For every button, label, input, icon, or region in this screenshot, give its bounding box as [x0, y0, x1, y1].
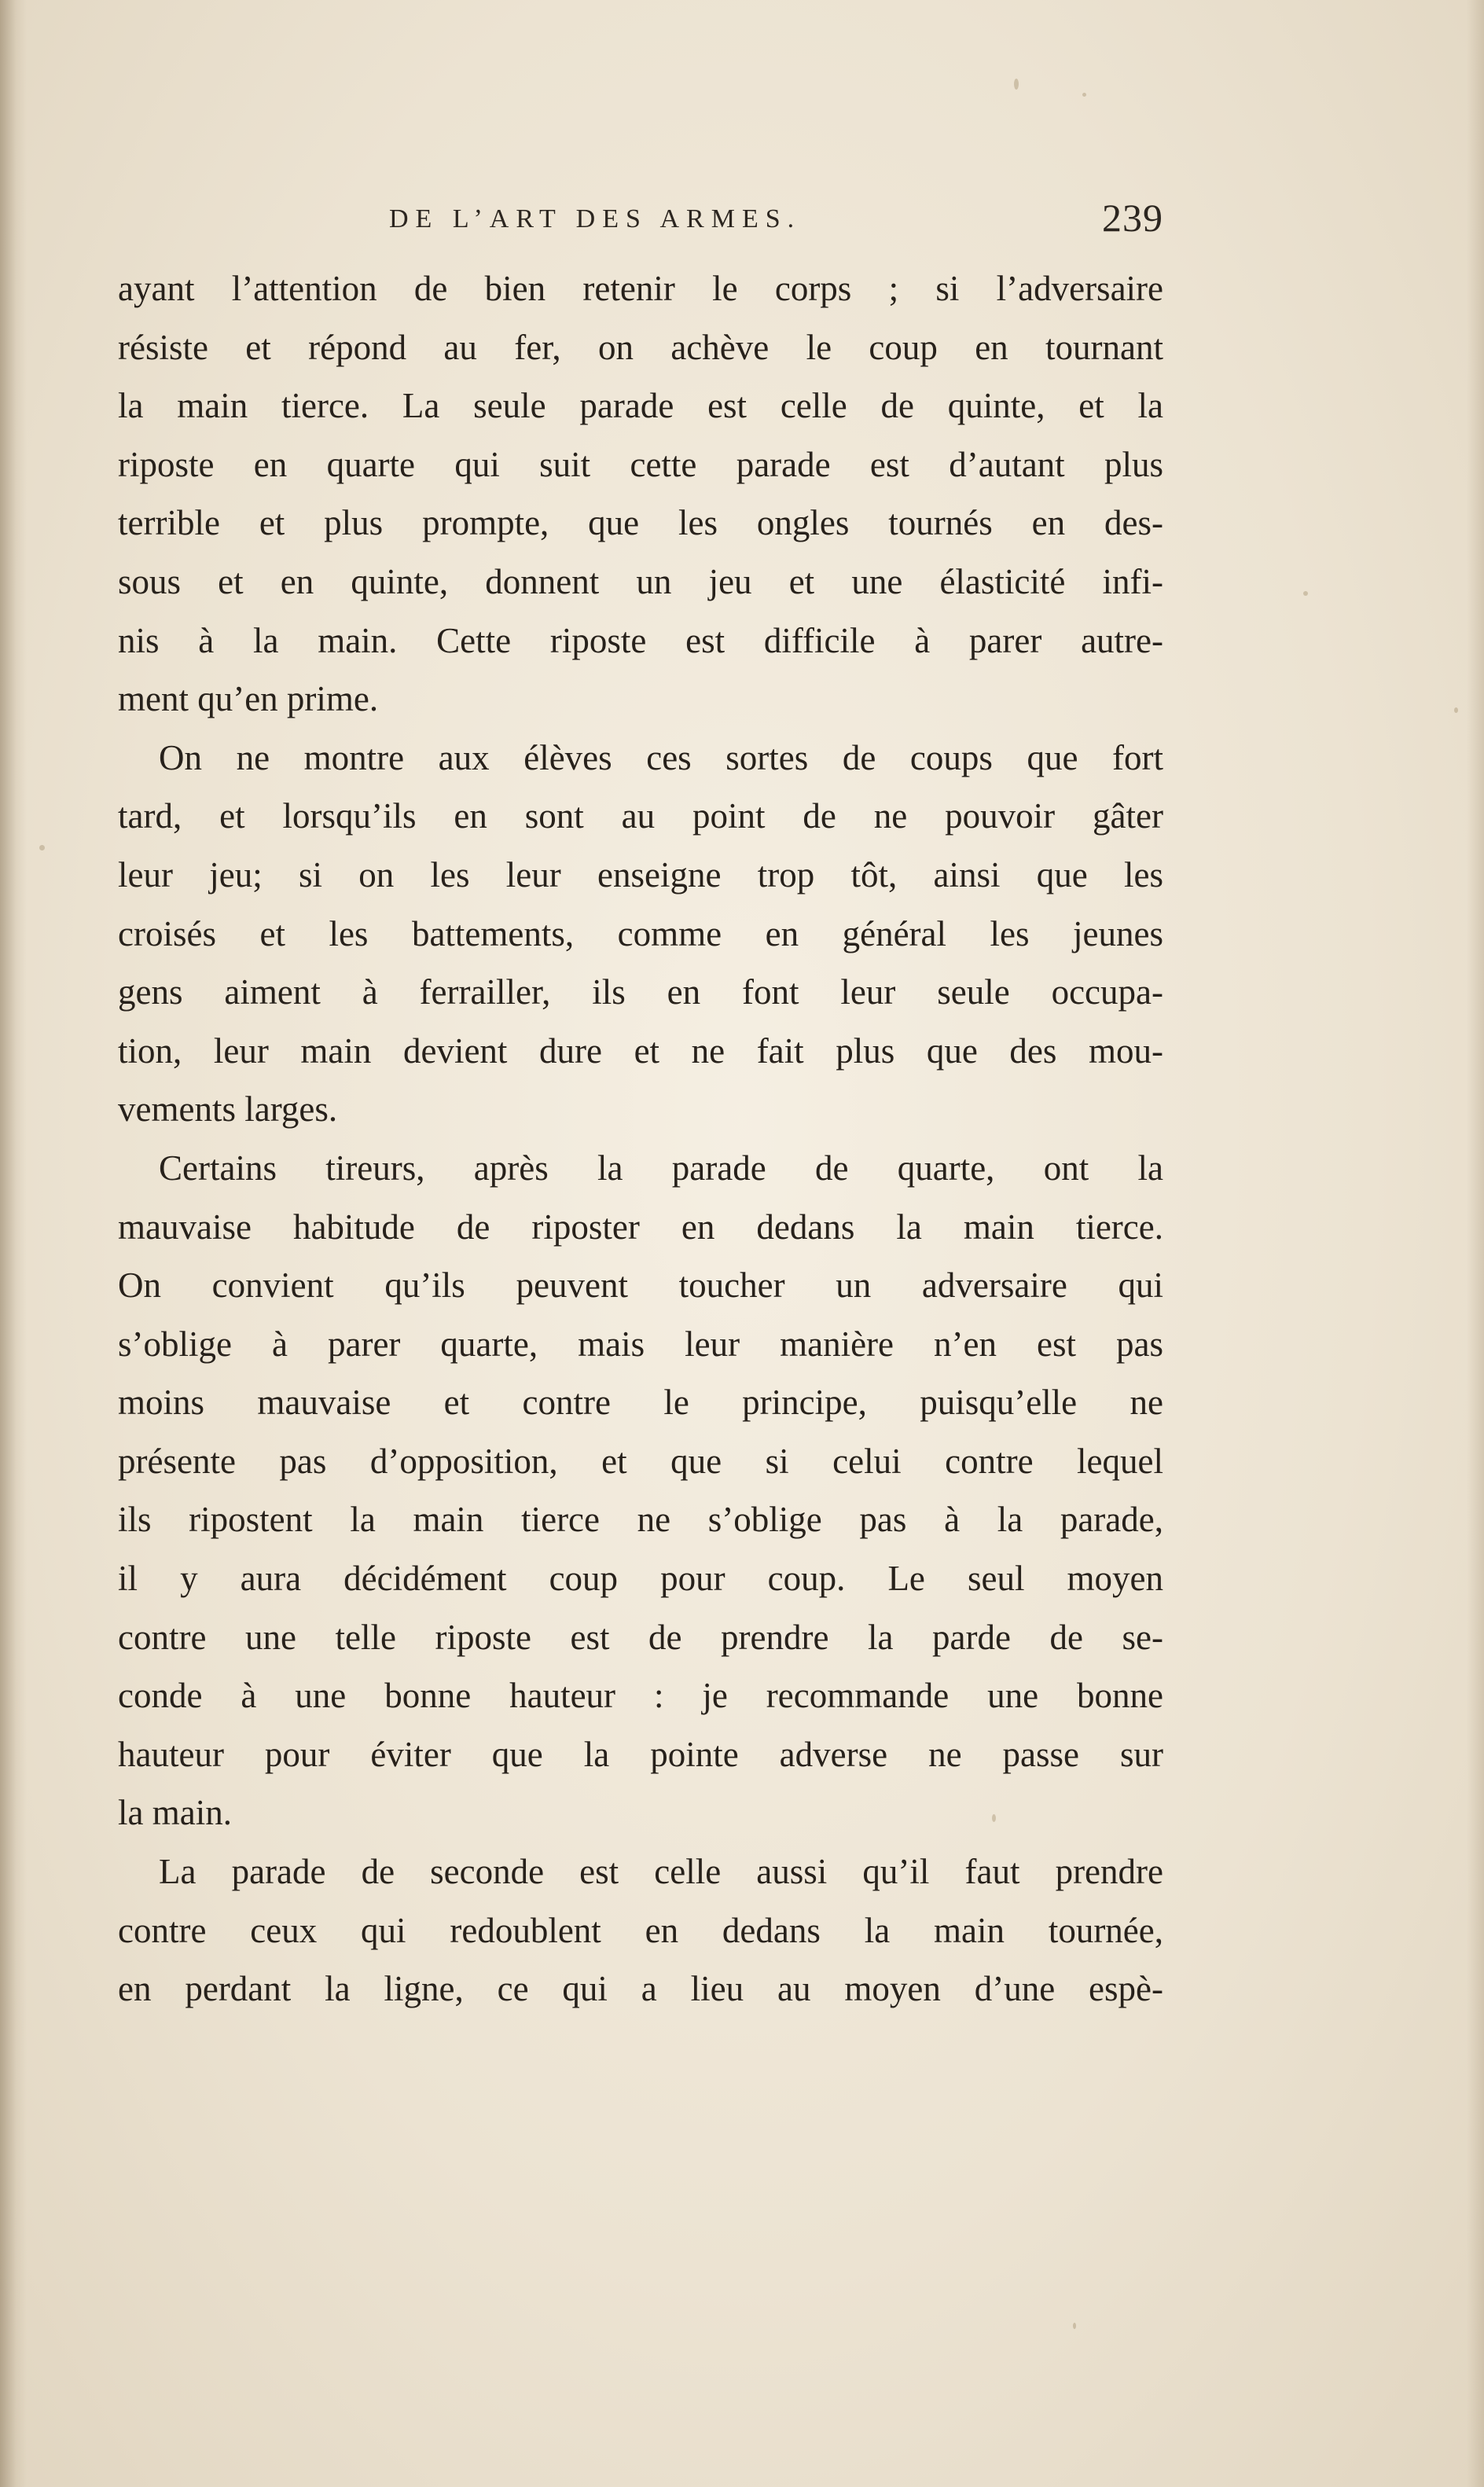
text-line: sous et en quinte, donnent un jeu et une élasticité infi- [118, 561, 1163, 601]
text-line: contre ceux qui redoublent en dedans la main tournée, [118, 1910, 1163, 1950]
text-line: ils ripostent la main tierce ne s’oblige pas à la parade, [118, 1500, 1163, 1540]
text-line: croisés et les battements, comme en général les jeunes [118, 913, 1163, 953]
paper-spot [1014, 79, 1019, 90]
text-line: ayant l’attention de bien retenir le corps ; si l’adversaire [118, 269, 1163, 308]
text-line: ment qu’en prime. [118, 679, 379, 719]
text-line: vements larges. [118, 1089, 338, 1130]
paper-spot [1454, 707, 1458, 713]
paper-spot [1082, 93, 1086, 97]
page-edge [1467, 0, 1484, 2487]
text-line: conde à une bonne hauteur : je recommande une bonne [118, 1676, 1163, 1716]
paper-spot [1073, 2323, 1076, 2329]
text-line: nis à la main. Cette riposte est difficile à parer autre- [118, 620, 1163, 660]
text-line: mauvaise habitude de riposter en dedans la main tierce. [118, 1207, 1163, 1247]
text-line: il y aura décidément coup pour coup. Le seul moyen [118, 1559, 1163, 1599]
text-line: tard, et lorsqu’ils en sont au point de ne pouvoir gâter [118, 796, 1163, 836]
text-line: tion, leur main devient dure et ne fait plus que des mou- [118, 1030, 1163, 1071]
text-line: terrible et plus prompte, que les ongles tournés en des- [118, 503, 1163, 543]
text-line: moins mauvaise et contre le principe, puisqu’elle ne [118, 1383, 1163, 1423]
paper-spot [39, 845, 45, 850]
page-number: 239 [1102, 196, 1163, 240]
text-line: La parade de seconde est celle aussi qu’il faut prendre [159, 1852, 1163, 1892]
text-line: gens aiment à ferrailler, ils en font leur seule occupa- [118, 972, 1163, 1012]
text-line: contre une telle riposte est de prendre la parde de se- [118, 1617, 1163, 1657]
text-line: hauteur pour éviter que la pointe adverse ne passe sur [118, 1734, 1163, 1774]
text-line: riposte en quarte qui suit cette parade est d’autant plus [118, 444, 1163, 484]
text-line: la main tierce. La seule parade est celle de quinte, et la [118, 386, 1163, 426]
text-line: Certains tireurs, après la parade de quarte, ont la [159, 1148, 1163, 1188]
running-title: DE L’ART DES ARMES. [389, 204, 802, 233]
page-header [118, 195, 1163, 250]
text-line: s’oblige à parer quarte, mais leur manière n’en est pas [118, 1324, 1163, 1364]
text-line: en perdant la ligne, ce qui a lieu au moyen d’une espè- [118, 1969, 1163, 2009]
paper-spot [1303, 591, 1308, 596]
binding-gutter-shadow [0, 0, 27, 2487]
body-text [118, 259, 1163, 2019]
text-line: On convient qu’ils peuvent toucher un adversaire qui [118, 1266, 1163, 1306]
text-line: présente pas d’opposition, et que si celui contre lequel [118, 1441, 1163, 1481]
text-line: leur jeu; si on les leur enseigne trop tôt, ainsi que les [118, 854, 1163, 895]
text-line: On ne montre aux élèves ces sortes de coups que fort [159, 737, 1163, 777]
text-line: résiste et répond au fer, on achève le coup en tournant [118, 327, 1163, 367]
text-line: la main. [118, 1793, 232, 1833]
